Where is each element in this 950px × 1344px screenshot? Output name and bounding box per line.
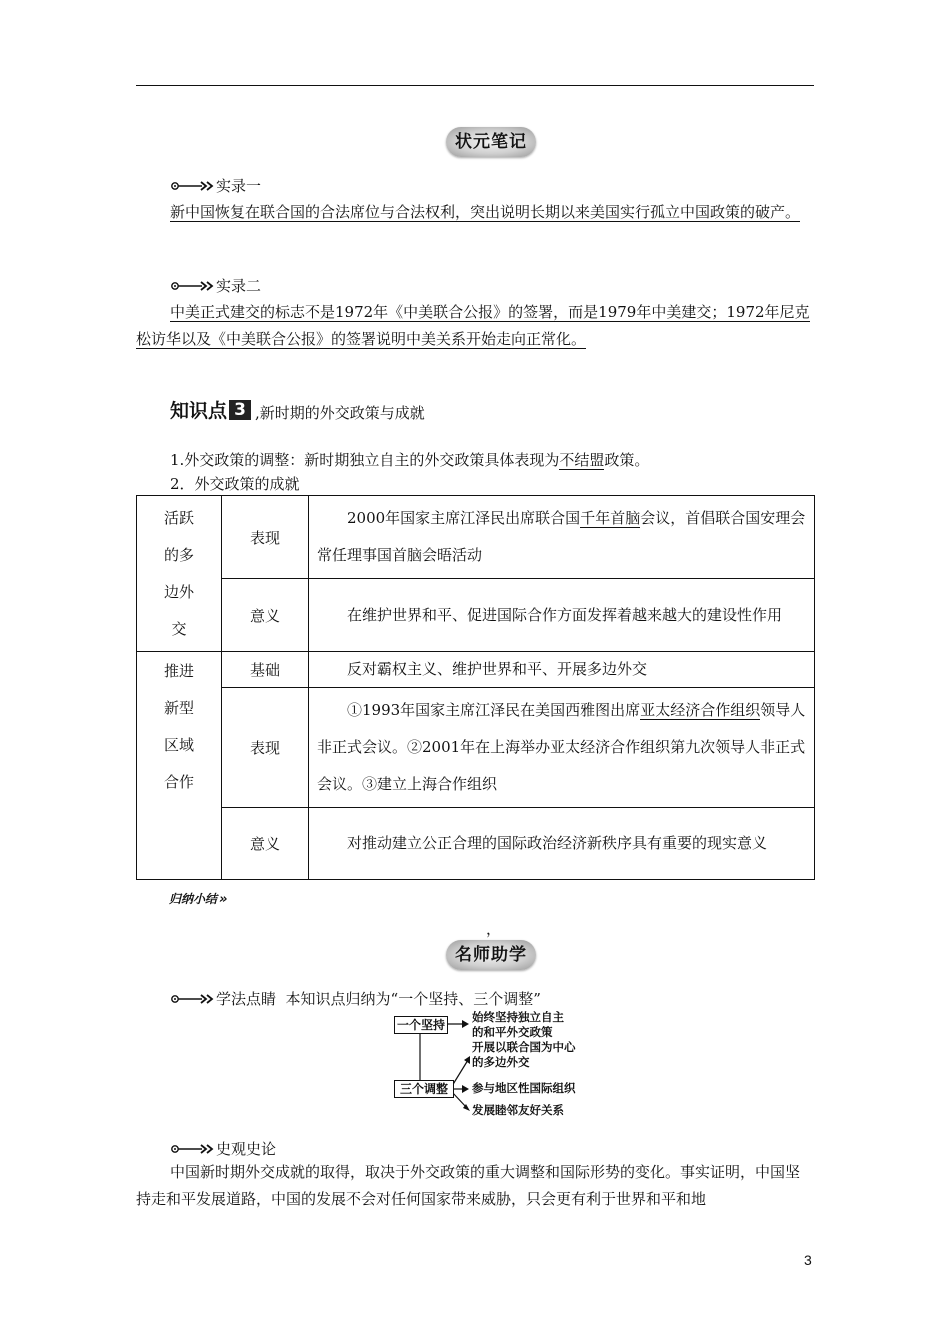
history-view-label: 史观史论 xyxy=(216,1140,277,1158)
record1-text xyxy=(136,199,814,226)
diagram-label: 的多边外交 xyxy=(472,1055,530,1069)
table-row xyxy=(137,688,815,808)
diagram-box-three-adjustments: 三个调整 xyxy=(394,1080,454,1098)
knowledge-point-number: 3 xyxy=(229,400,251,420)
diplomacy-achievements-table xyxy=(136,495,815,880)
record2-underlined-text: 中美正式建交的标志不是1972年《中美联合公报》的签署，而是1979年中美建交；1972年尼克松访华以及《中美联合公报》的签署说明中美关系开始走向正常化。 xyxy=(136,303,810,348)
category-cell-multilateral: 活跃的多边外交 xyxy=(137,496,222,652)
stray-comma: ， xyxy=(486,920,502,938)
banner-teacher-help: 名师助学 xyxy=(446,940,536,970)
study-tip-text: 学法点睛 本知识点归纳为“一个坚持、三个调整” xyxy=(216,990,541,1008)
history-view-text: 中国新时期外交成就的取得，取决于外交政策的重大调整和国际形势的变化。事实证明，中国坚持走和平发展道路，中国的发展不会对任何国家带来威胁，只会更有利于世界和平和地 xyxy=(136,1163,801,1208)
table-row xyxy=(137,496,815,579)
knowledge-point-heading xyxy=(170,396,425,423)
row-label-cell: 基础 xyxy=(222,652,309,688)
page-number: 3 xyxy=(804,1252,812,1268)
table-row xyxy=(137,808,815,880)
record1-label: 实录一 xyxy=(216,177,262,195)
diagram-label: 开展以联合国为中心 xyxy=(472,1040,576,1054)
record1-heading xyxy=(170,175,261,196)
table-row xyxy=(137,579,815,652)
diagram-label: 始终坚持独立自主 xyxy=(472,1010,564,1024)
record2-heading xyxy=(170,275,261,296)
item1-policy-adjustment: 1.外交政策的调整：新时期独立自主的外交政策具体表现为不结盟政策。 xyxy=(170,451,650,469)
policy-diagram xyxy=(390,1010,620,1122)
row-label-cell: 表现 xyxy=(222,496,309,579)
record2-text xyxy=(136,299,814,353)
arrow-marker-icon xyxy=(170,280,216,292)
table-row xyxy=(137,652,815,688)
category-cell-regional: 推进新型区域合作 xyxy=(137,652,222,880)
content-cell: ①1993年国家主席江泽民在美国西雅图出席亚太经济合作组织领导人非正式会议。②2001年在上海举办亚太经济合作组织第九次领导人非正式会议。③建立上海合作组织 xyxy=(309,688,815,808)
diagram-label: 参与地区性国际组织 xyxy=(472,1081,576,1095)
content-cell: 在维护世界和平、促进国际合作方面发挥着越来越大的建设性作用 xyxy=(309,579,815,652)
diagram-label: 发展睦邻友好关系 xyxy=(472,1103,564,1117)
header-rule xyxy=(136,85,814,86)
row-label-cell: 意义 xyxy=(222,579,309,652)
content-cell: 2000年国家主席江泽民出席联合国千年首脑会议，首倡联合国安理会常任理事国首脑会晤活动 xyxy=(309,496,815,579)
item2-achievements-heading: 2．外交政策的成就 xyxy=(170,475,300,493)
diagram-box-one-adherence: 一个坚持 xyxy=(394,1016,448,1034)
content-cell: 对推动建立公正合理的国际政治经济新秩序具有重要的现实意义 xyxy=(309,808,815,880)
study-tip-heading xyxy=(170,988,541,1009)
history-view-heading xyxy=(170,1138,276,1159)
arrow-marker-icon xyxy=(170,993,216,1005)
summary-label: 归纳小结 » xyxy=(169,892,226,907)
record1-underlined-text: 新中国恢复在联合国的合法席位与合法权利，突出说明长期以来美国实行孤立中国政策的破产。 xyxy=(170,203,801,221)
record2-label: 实录二 xyxy=(216,277,262,295)
arrow-marker-icon xyxy=(170,180,216,192)
knowledge-point-label: 知识点 xyxy=(170,400,228,422)
knowledge-point-title: ,新时期的外交政策与成就 xyxy=(255,404,425,422)
row-label-cell: 表现 xyxy=(222,688,309,808)
arrow-marker-icon xyxy=(170,1143,216,1155)
banner-zhuangyuan-notes: 状元笔记 xyxy=(446,127,536,157)
row-label-cell: 意义 xyxy=(222,808,309,880)
content-cell: 反对霸权主义、维护世界和平、开展多边外交 xyxy=(309,652,815,688)
diagram-label: 的和平外交政策 xyxy=(472,1025,553,1039)
double-chevron-icon: » xyxy=(219,892,226,907)
item1-underlined: 不结盟 xyxy=(559,451,605,469)
